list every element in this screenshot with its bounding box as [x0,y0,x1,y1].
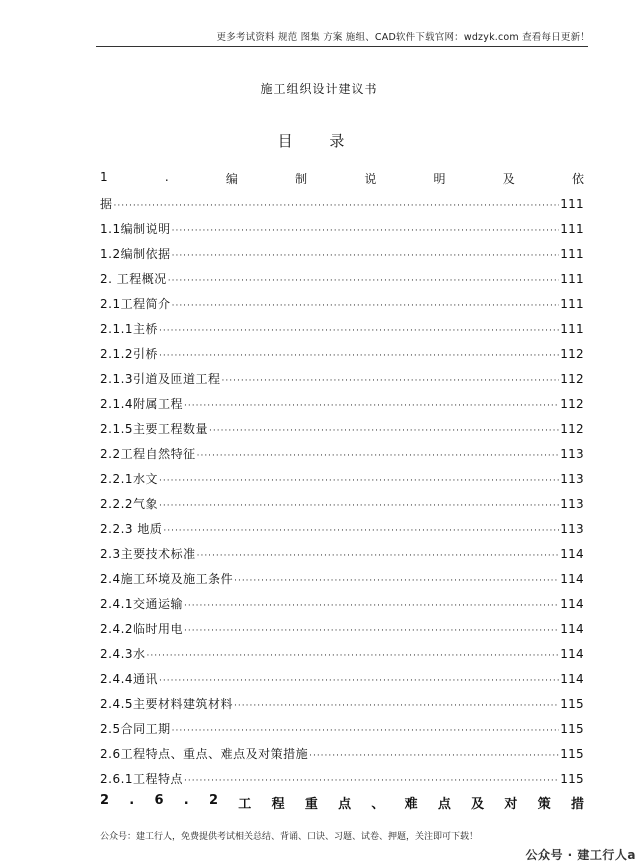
toc-char: . [129,793,135,808]
toc-leader [172,301,560,311]
toc-char: 难 [404,797,418,812]
toc-entry-label: 2.6工程特点、重点、难点及对策措施 [100,747,309,761]
toc-entry-label: 2.4.3水 [100,647,146,661]
toc-entry-label: 2.5合同工期 [100,722,171,736]
toc-entry[interactable] [100,745,584,761]
toc-entry-page: 114 [560,572,584,586]
toc-char: 及 [471,797,485,812]
toc-char: 1 [100,170,108,184]
toc-char: 措 [570,797,584,812]
toc-entry-label: 1.1编制说明 [100,222,171,236]
toc-entry[interactable] [100,345,584,361]
toc-first-entry-continuation[interactable] [100,195,584,211]
toc-entry[interactable] [100,420,584,436]
toc-leader [234,576,559,586]
toc-entry-page: 111 [560,247,584,261]
toc-entry-page: 115 [560,747,584,761]
toc-entry-page: 112 [560,397,584,411]
toc-entry-label: 2.2.3 地质 [100,522,163,536]
toc-char: 重 [304,797,318,812]
toc-leader [159,676,559,686]
toc-first-entry-spread[interactable] [100,170,584,187]
toc-entry-page: 114 [560,622,584,636]
toc-leader [184,401,559,411]
toc-char: . [183,793,189,808]
toc-entry-label: 2.3主要技术标准 [100,547,196,561]
toc-char: 制 [295,172,308,186]
toc-last-entry-spread[interactable] [100,793,584,812]
toc-entry-label: 2.2.1水文 [100,472,159,486]
toc-leader [184,776,559,786]
toc-entry-page: 114 [560,547,584,561]
toc-char: 明 [433,172,446,186]
toc-entry-page: 115 [560,697,584,711]
toc-entry-page: 111 [560,197,584,211]
toc-entry-label: 2.1工程简介 [100,297,171,311]
toc-entry-page: 111 [560,297,584,311]
toc-entry-page: 113 [560,472,584,486]
toc-entry-page: 113 [560,447,584,461]
toc-leader [163,526,559,536]
toc-char: 点 [338,797,352,812]
toc-entry[interactable] [100,470,584,486]
toc-entry-page: 113 [560,522,584,536]
toc-entry[interactable] [100,320,584,336]
toc-char: 依 [571,172,584,186]
toc-leader [209,426,559,436]
toc-leader [197,451,560,461]
toc-entry[interactable] [100,770,584,786]
toc-char: 2 [100,793,110,808]
toc-entry-page: 112 [560,347,584,361]
toc-entry[interactable] [100,245,584,261]
toc-entry-label: 2.1.1主桥 [100,322,159,336]
toc-char: 程 [271,797,285,812]
toc-leader [309,751,559,761]
header-note: 更多考试资料 规范 图集 方案 施组、CAD软件下载官网：wdzyk.com 查看每日更新！ [216,32,590,43]
toc-entry-page: 115 [560,722,584,736]
toc-char: 说 [364,172,377,186]
toc-entry[interactable] [100,595,584,611]
toc-entry[interactable] [100,520,584,536]
toc-entry-page: 115 [560,772,584,786]
toc-leader [159,351,559,361]
toc-entry-label: 2.4.2临时用电 [100,622,184,636]
toc-entry[interactable] [100,620,584,636]
toc-leader [159,476,559,486]
toc-leader [184,601,559,611]
toc-entry-page: 112 [560,422,584,436]
toc-char: 策 [537,797,551,812]
toc-char: 对 [504,797,518,812]
toc-entry-page: 114 [560,597,584,611]
toc-entry-label: 2.1.4附属工程 [100,397,184,411]
toc-entry-page: 113 [560,497,584,511]
toc-leader [114,201,560,211]
toc-leader [147,651,560,661]
toc-char: 及 [502,172,515,186]
toc-leader [159,326,559,336]
toc-leader [172,226,560,236]
toc-char: 工 [238,797,252,812]
toc-entry-label: 2.4.4通讯 [100,672,159,686]
header-rule [96,46,588,47]
toc-entry[interactable] [100,370,584,386]
toc-entry-label: 据 [100,197,113,211]
toc-entry[interactable] [100,445,584,461]
doc-title: 施工组织设计建议书 [260,82,378,96]
toc-entry-page: 111 [560,272,584,286]
toc-entry-label: 2.1.2引桥 [100,347,159,361]
toc-entry[interactable] [100,645,584,661]
toc-entry[interactable] [100,720,584,736]
toc-char: 点 [437,797,451,812]
toc-entry-label: 2.1.3引道及匝道工程 [100,372,221,386]
toc-title: 目 录 [277,132,361,150]
toc-leader [159,501,559,511]
toc-entry-label: 2.4.5主要材料建筑材料 [100,697,234,711]
toc-entry-label: 1.2编制依据 [100,247,171,261]
toc-entry-page: 111 [560,322,584,336]
toc-entry[interactable] [100,695,584,711]
toc-char: 2 [209,793,219,808]
toc-char: 编 [225,172,238,186]
toc-leader [234,701,559,711]
toc-entry[interactable] [100,570,584,586]
footer-note: 公众号：建工行人，免费提供考试相关总结、背诵、口诀、习题、试卷、押题，关注即可下载！ [100,832,479,842]
watermark: 公众号 · 建工行人a [525,848,636,862]
toc-entry-label: 2.4.1交通运输 [100,597,184,611]
toc-entry-label: 2. 工程概况 [100,272,167,286]
toc-entry-page: 111 [560,222,584,236]
toc-char: 6 [154,793,164,808]
toc-leader [172,251,560,261]
toc-leader [172,726,560,736]
toc-leader [184,626,559,636]
toc-entry-page: 114 [560,672,584,686]
toc-entry-label: 2.4施工环境及施工条件 [100,572,234,586]
toc-entry-page: 112 [560,372,584,386]
toc-entry[interactable] [100,670,584,686]
toc-entry-page: 114 [560,647,584,661]
toc-entry-label: 2.6.1工程特点 [100,772,184,786]
toc-entry[interactable] [100,545,584,561]
toc-entry-label: 2.2工程自然特征 [100,447,196,461]
toc-leader [168,276,559,286]
toc-entry[interactable] [100,220,584,236]
toc-leader [197,551,560,561]
toc-char: 、 [371,797,385,812]
toc-entry[interactable] [100,295,584,311]
toc-entry-label: 2.1.5主要工程数量 [100,422,209,436]
toc-char: . [164,170,169,184]
toc-entry[interactable] [100,270,584,286]
toc-entry[interactable] [100,395,584,411]
toc-entry[interactable] [100,495,584,511]
toc-entry-label: 2.2.2气象 [100,497,159,511]
toc-leader [222,376,560,386]
